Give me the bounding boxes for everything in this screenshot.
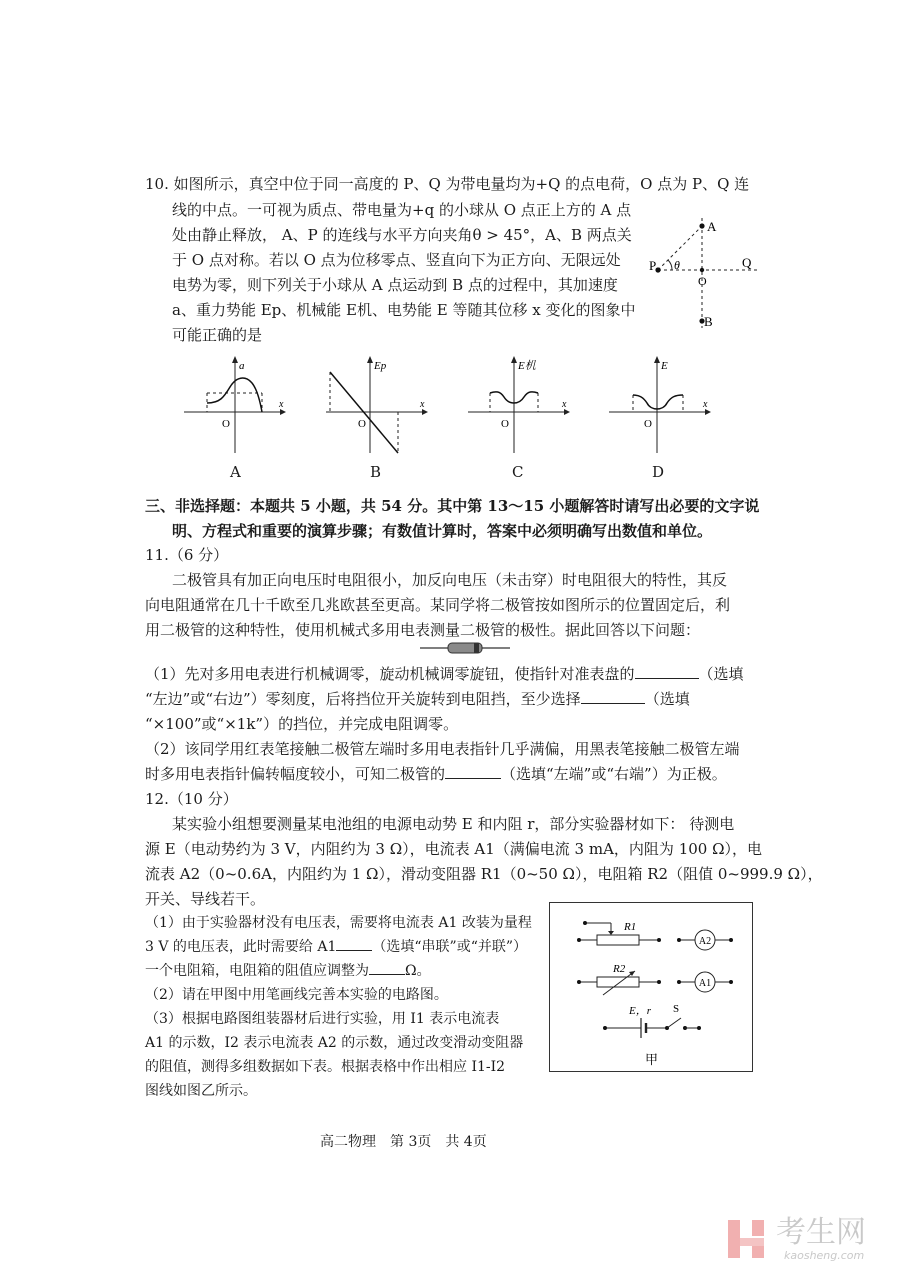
- graph-option-b: [322, 355, 432, 455]
- circuit-figure-jia: [549, 902, 753, 1072]
- curve-d: [633, 395, 683, 409]
- q11-p3: 用二极管的这种特性，使用机械式多用电表测量二极管的极性。据此回答以下问题：: [145, 621, 701, 639]
- ylabel-b: Ep: [374, 360, 387, 372]
- q12-blank-1[interactable]: [336, 936, 372, 951]
- r1-label: R1: [624, 921, 637, 933]
- q12-s1b-text: 3 V 的电压表，此时需要给 A1: [145, 939, 337, 955]
- q12-s3a: （3）根据电路图组装器材后进行实验，用 I1 表示电流表: [145, 1011, 500, 1027]
- watermark-h-icon: [726, 1216, 770, 1262]
- ylabel-c: E机: [518, 360, 536, 372]
- q11-s2a: （2）该同学用红表笔接触二极管左端时多用电表指针几乎满偏，用黑表笔接触二极管左端: [145, 740, 740, 758]
- ylabel-d: E: [661, 360, 668, 372]
- q12-s3d: 图线如图乙所示。: [145, 1083, 257, 1099]
- q12-p4: 开关、导线若干。: [145, 890, 266, 908]
- origin-c: O: [501, 418, 509, 430]
- q10-line-2: 线的中点。一可视为质点、带电量为+q 的小球从 O 点正上方的 A 点: [172, 201, 632, 219]
- xlabel-a: x: [279, 399, 284, 410]
- q10-line-6: a、重力势能 Ep、机械能 E机、电势能 E 等随其位移 x 变化的图象中: [172, 301, 636, 319]
- q11-s2c-text: （选填“左端”或“右端”）为正极。: [501, 765, 727, 783]
- q11-header: 11.（6 分）: [145, 546, 229, 564]
- label-p: P: [649, 258, 657, 273]
- q12-s1a: （1）由于实验器材没有电压表，需要将电流表 A1 改装为量程: [145, 915, 532, 931]
- watermark-brand: 考生网: [776, 1215, 866, 1250]
- ylabel-a: a: [239, 360, 245, 372]
- option-label-a: A: [230, 463, 241, 481]
- circuit-caption: 甲: [645, 1052, 659, 1067]
- q12-s1c-text: （选填“串联”或“并联”）: [372, 939, 528, 955]
- a1-label: A1: [698, 978, 712, 989]
- xlabel-b: x: [420, 399, 425, 410]
- label-q: Q: [742, 255, 752, 270]
- q11-p1: 二极管具有加正向电压时电阻很小，加反向电压（未击穿）时电阻很大的特性，其反: [172, 571, 728, 589]
- q11-s1a-text: （1）先对多用电表进行机械调零，旋动机械调零旋钮，使指针对准表盘的: [145, 665, 635, 683]
- q11-s1d-text: （选填: [644, 690, 690, 708]
- graph-option-a: [180, 355, 290, 455]
- q10-line-4: 于 O 点对称。若以 O 点为位移零点、竖直向下为正方向、无限远处: [172, 251, 621, 269]
- origin-b: O: [358, 418, 366, 430]
- q10-line-3: 处由静止释放， A、P 的连线与水平方向夹角θ > 45°，A、B 两点关: [172, 226, 632, 244]
- graph-option-d: [605, 355, 715, 455]
- a2-label: A2: [698, 936, 712, 947]
- q12-s2: （2）请在甲图中用笔画线完善本实验的电路图。: [145, 987, 448, 1003]
- q10-line-7: 可能正确的是: [172, 326, 263, 344]
- q12-p2: 源 E（电动势约为 3 V，内阻约为 3 Ω），电流表 A1（满偏电流 3 mA，内阻为 100 Ω），电: [145, 840, 763, 858]
- option-label-d: D: [652, 463, 665, 481]
- label-theta: θ: [674, 258, 680, 272]
- point-o-dot: [700, 268, 704, 272]
- q10-charge-figure: [640, 210, 770, 335]
- q11-blank-2[interactable]: [581, 689, 645, 704]
- q11-s1-line2: [145, 687, 690, 711]
- xlabel-c: x: [562, 399, 567, 410]
- option-label-b: B: [370, 463, 382, 481]
- q11-p2: 向电阻通常在几十千欧至几兆欧甚至更高。某同学将二极管按如图所示的位置固定后，利: [145, 596, 731, 614]
- q11-s1c-text: “左边”或“右边”）零刻度，后将挡位开关旋转到电阻挡，至少选择: [145, 690, 581, 708]
- label-o: O: [698, 274, 707, 288]
- origin-d: O: [644, 418, 652, 430]
- q11-s2-line2: [145, 762, 727, 786]
- q11-s1-line1: [145, 662, 744, 686]
- origin-a: O: [222, 418, 230, 430]
- q12-p1: 某实验小组想要测量某电池组的电源电动势 E 和内阻 r，部分实验器材如下： 待测电: [172, 815, 735, 833]
- q12-s1-line3: [145, 959, 431, 983]
- q12-s1d-text: 一个电阻箱，电阻箱的阻值应调整为: [145, 963, 369, 979]
- q10-line-1: 10. 如图所示，真空中位于同一高度的 P、Q 为带电量均为+Q 的点电荷，O 点为 P、Q 连: [145, 175, 750, 193]
- q10-line-5: 电势为零，则下列关于小球从 A 点运动到 B 点的过程中，其加速度: [172, 276, 618, 294]
- section3-line-1: 三、非选择题：本题共 5 小题，共 54 分。其中第 13～15 小题解答时请写出必要的文字说: [145, 497, 760, 515]
- point-a-dot: [699, 223, 704, 228]
- section3-line-2: 明、方程式和重要的演算步骤；有数值计算时，答案中必须明确写出数值和单位。: [172, 522, 713, 540]
- q11-blank-3[interactable]: [445, 764, 501, 779]
- q11-blank-1[interactable]: [635, 664, 699, 679]
- graph-option-c: [464, 355, 574, 455]
- q11-s1e: “×100”或“×1k”）的挡位，并完成电阻调零。: [145, 715, 459, 733]
- option-label-c: C: [512, 463, 524, 481]
- label-b: B: [704, 314, 713, 329]
- page-footer: 高二物理 第 3页 共 4页: [320, 1134, 487, 1150]
- q12-p3: 流表 A2（0~0.6A，内阻约为 1 Ω），滑动变阻器 R1（0~50 Ω），电阻箱 R2（阻值 0~999.9 Ω），: [145, 865, 823, 883]
- q11-s1b-text: （选填: [698, 665, 744, 683]
- q12-s3b: A1 的示数，I2 表示电流表 A2 的示数，通过改变滑动变阻器: [145, 1035, 524, 1051]
- q12-s3c: 的阻值，测得多组数据如下表。根据表格中作出相应 I1-I2: [145, 1059, 506, 1075]
- switch-label: S: [673, 1003, 680, 1015]
- q12-blank-2[interactable]: [369, 960, 405, 975]
- diode-icon: [420, 641, 510, 655]
- q11-s2b-text: 时多用电表指针偏转幅度较小，可知二极管的: [145, 765, 446, 783]
- watermark-logo: [726, 1216, 894, 1266]
- q12-s1e-text: Ω。: [405, 963, 431, 979]
- q12-s1-line2: [145, 935, 527, 959]
- xlabel-d: x: [703, 399, 708, 410]
- r2-label: R2: [613, 963, 626, 975]
- q12-header: 12.（10 分）: [145, 790, 238, 808]
- label-a: A: [707, 219, 717, 234]
- watermark-url: kaosheng.com: [784, 1249, 865, 1262]
- battery-label: E，r: [629, 1005, 651, 1017]
